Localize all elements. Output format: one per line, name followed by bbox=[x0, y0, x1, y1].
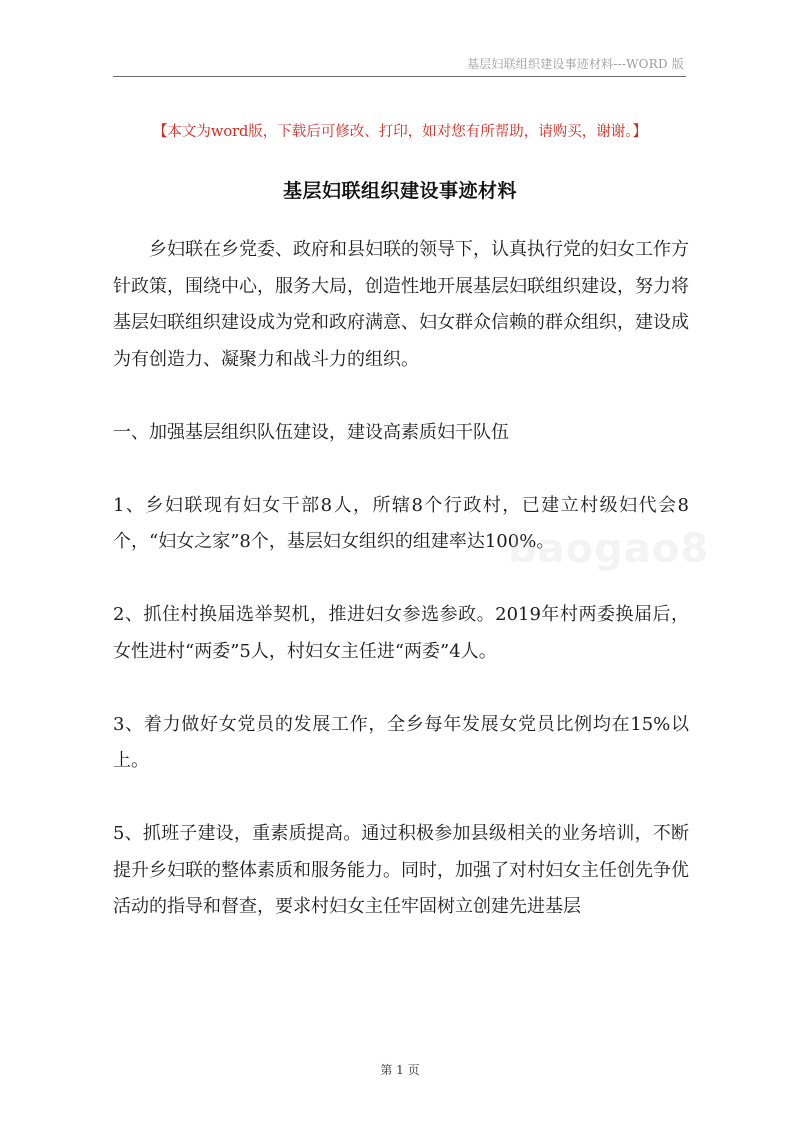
document-title: 基层妇联组织建设事迹材料 bbox=[282, 180, 517, 202]
download-notice: 【本文为word版，下载后可修改、打印，如对您有所帮助，请购买，谢谢。】 bbox=[152, 124, 648, 140]
running-header: 基层妇联组织建设事迹材料---WORD 版 bbox=[466, 57, 684, 71]
watermark: baogao8 bbox=[508, 526, 710, 572]
body-paragraph-1: 1、乡妇联现有妇女干部8人，所辖8个行政村，已建立村级妇代会8个，“妇女之家”8个，基层妇女组织的组建率达100%。 bbox=[113, 494, 689, 552]
body-paragraph-5: 5、抓班子建设，重素质提高。通过积极参加县级相关的业务培训，不断提升乡妇联的整体素质和服务能力。同时，加强了对村妇女主任创先争优活动的指导和督查，要求村妇女主任牢固树立创建先进基层 bbox=[113, 823, 689, 917]
body-paragraph-3: 3、着力做好女党员的发展工作，全乡每年发展女党员比例均在15%以上。 bbox=[113, 713, 689, 771]
section-heading: 一、加强基层组织队伍建设，建设高素质妇干队伍 bbox=[113, 421, 509, 443]
header-divider bbox=[113, 76, 686, 77]
intro-paragraph: 乡妇联在乡党委、政府和县妇联的领导下，认真执行党的妇女工作方针政策，围绕中心，服务大局，创造性地开展基层妇联组织建设，努力将基层妇联组织建设成为党和政府满意、妇女群众信赖的群众组织，建设成为有创造力、凝聚力和战斗力的组织。 bbox=[113, 239, 689, 370]
body-paragraph-2: 2、抓住村换届选举契机，推进妇女参选参政。2019年村两委换届后，女性进村“两委”5人，村妇女主任进“两委”4人。 bbox=[113, 604, 689, 662]
document-body bbox=[113, 232, 689, 926]
page-number: 第 1 页 bbox=[380, 1063, 420, 1077]
